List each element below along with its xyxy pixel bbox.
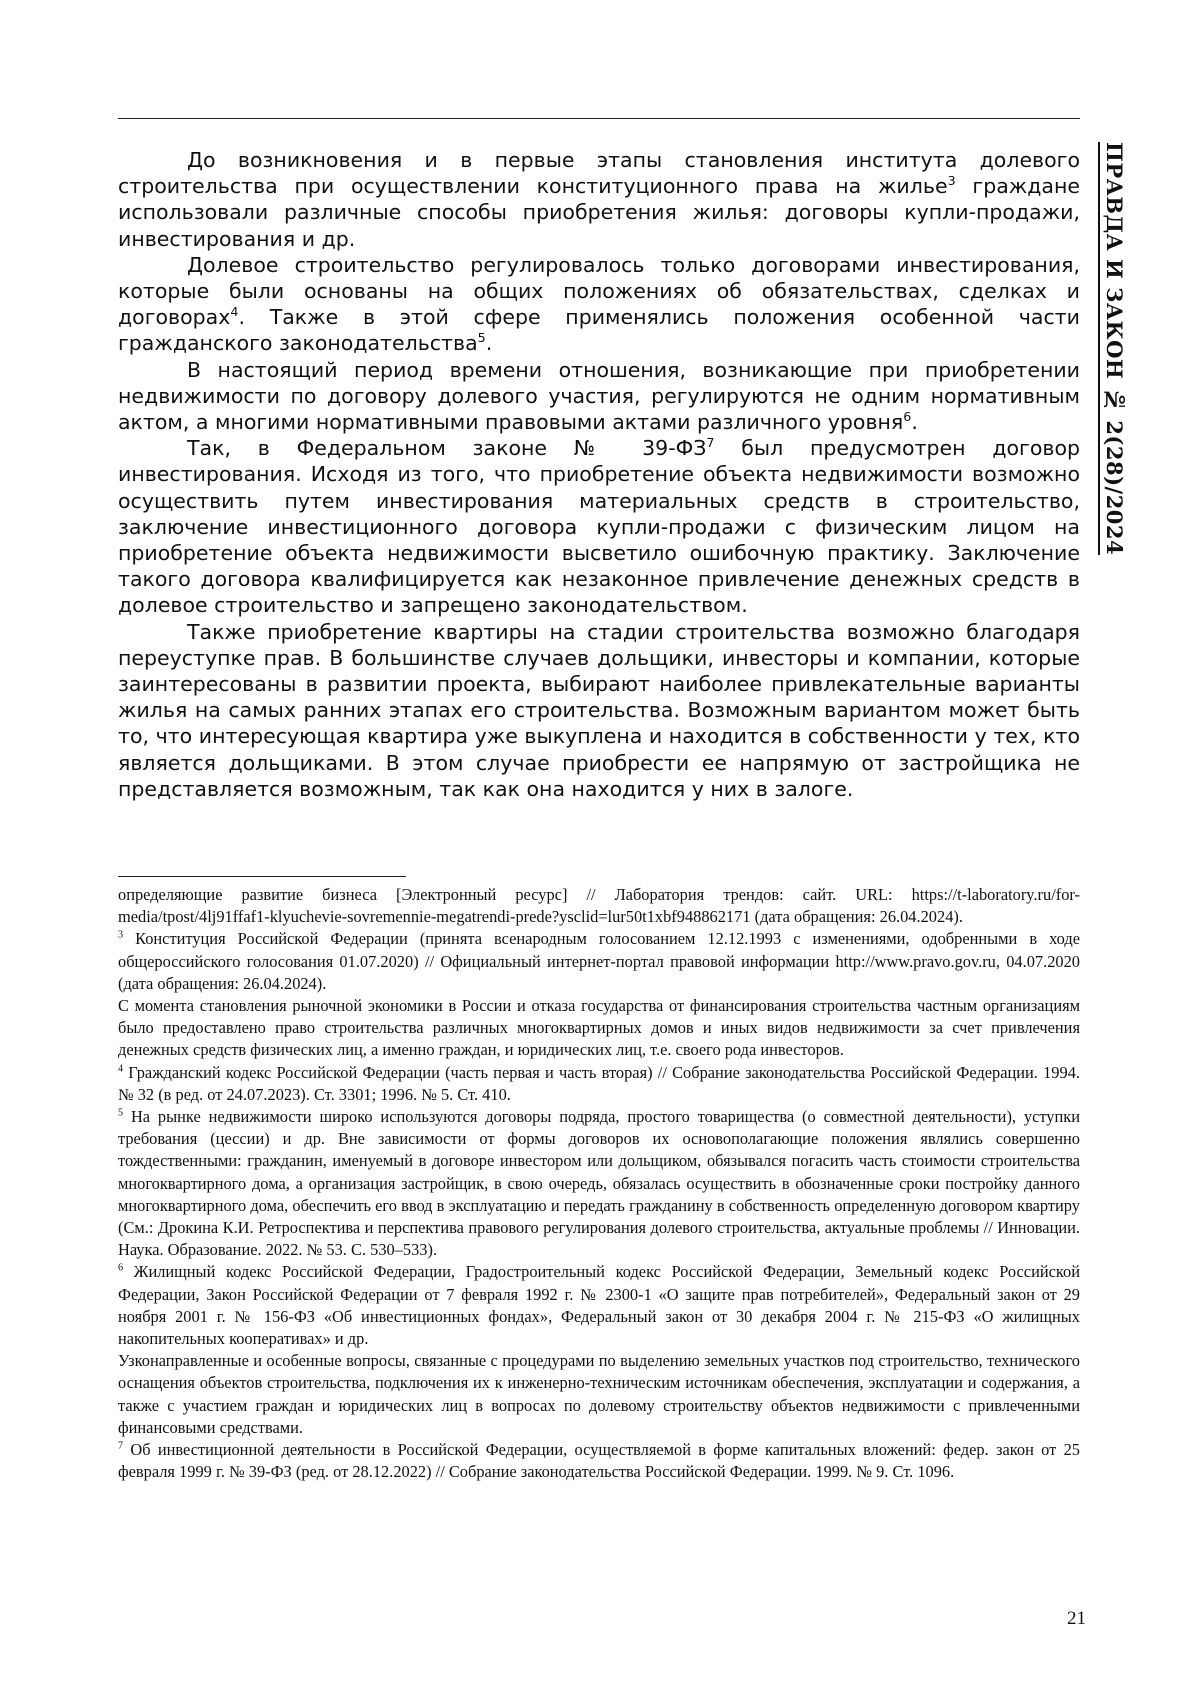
footnote-continuation: определяющие развитие бизнеса [Электронный ресурс] // Лаборатория трендов: сайт. URL: https://t-laboratory.ru/for-media/tpost/4lj91ffaf1-klyuchevie-sovremennie-megatrendi-prede?ysclid=lur50t1xbf948862171 (дата обращения: 26.04.2024). xyxy=(118,885,1080,927)
footnote: Узконаправленные и особенные вопросы, связанные с процедурами по выделению земельных участков под строительство, технического оснащения объектов строительства, подключения их к инженерно-техническим источникам обеспечения, эксплуатации и содержания, а также с участием граждан и юридических лиц в вопросах по долевому строительству объектов недвижимости с привлеченными финансовыми средствами. xyxy=(118,1351,1080,1437)
footnote-mark: 5 xyxy=(118,1107,124,1119)
footnote-ref[interactable]: 3 xyxy=(947,173,956,189)
footnote: $^5$ На рынке недвижимости широко используются договоры подряда, простого товарищества (о совместной деятельности), уступки требования (цессии) и др. Вне зависимости от формы договоров их основополагающие положения являлись совершенно тождественными: гражданин, именуемый в договоре инвестором или дольщиком, обязывался погасить часть стоимости строительства многоквартирного дома, а организация застройщик, в свою очередь, обязалась осуществить в обозначенные сроки постройку данного многоквартирного дома, обеспечить его ввод в эксплуатацию и передать гражданину в собственность определенную договором квартиру (См.: Дрокина К.И. Ретроспектива и перспектива правового регулирования долевого строительства, актуальные проблемы // Инновации. Наука. Образование. 2022. № 53. С. 530–533). xyxy=(118,1107,1080,1260)
footnote: $^6$ Жилищный кодекс Российской Федерации, Градостроительный кодекс Российской Федерации, Земельный кодекс Российской Федерации, Закон Российской Федерации от 7 февраля 1992 г. № 2300-1 «О защите прав потребителей», Федеральный закон от 29 ноября 2001 г. № 156-ФЗ «Об инвестиционных фондах», Федеральный закон от 30 декабря 2004 г. № 215-ФЗ «О жилищных накопительных кооперативах» и др. xyxy=(118,1262,1080,1349)
footnote-mark: 4 xyxy=(118,1063,124,1075)
footnote-ref[interactable]: 7 xyxy=(706,435,715,451)
footnote-ref[interactable]: 6 xyxy=(903,409,912,425)
body-paragraph: Также приобретение квартиры на стадии строительства возможно благодаря переуступке прав. В большинстве случаев дольщики, инвесторы и компании, которые заинтересованы в развитии проекта, выбирают наиболее привлекательные варианты жилья на самых ранних этапах его строительства. Возможным вариантом может быть то, что интересующая квартира уже выкуплена и находится в собственности у тех, кто является дольщиками. В этом случае приобрести ее напрямую от застройщика не представляется возможным, так как она находится у них в залоге. xyxy=(118,619,1080,801)
body-paragraph: До возникновения и в первые этапы становления института долевого строительства при осуществлении конституционного права на жилье$^3$ граждане использовали различные способы приобретения жилья: договоры купли-продажи, инвестирования и др. xyxy=(118,148,1080,251)
footnote: $^7$ Об инвестиционной деятельности в Российской Федерации, осуществляемой в форме капитальных вложений: федер. закон от 25 февраля 1999 г. № 39-ФЗ (ред. от 28.12.2022) // Собрание законодательства Российской Федерации. 1999. № 9. Ст. 1096. xyxy=(118,1440,1080,1482)
footnote: $^3$ Конституция Российской Федерации (принята всенародным голосованием 12.12.1993 с изменениями, одобренными в ходе общероссийского голосования 01.07.2020) // Официальный интернет-портал правовой информации http://www.pravo.gov.ru, 04.07.2020 (дата обращения: 26.04.2024). xyxy=(118,929,1080,993)
footnote-ref[interactable]: 4 xyxy=(230,304,239,320)
footnote: С момента становления рыночной экономики в России и отказа государства от финансирования строительства частным организациям было предоставлено право строительства различных многоквартирных домов и иных видов недвижимости за счет привлечения денежных средств физических лиц, а именно граждан, и юридических лиц, т.е. своего рода инвесторов. xyxy=(118,996,1080,1060)
footnote-separator xyxy=(118,876,406,877)
footnote-ref[interactable]: 5 xyxy=(477,330,486,346)
footnote-mark: 7 xyxy=(118,1440,124,1452)
header-rule xyxy=(118,118,1080,119)
footnotes xyxy=(118,884,1080,1483)
journal-title: ПРАВДА И ЗАКОН № 2(28)/2024 xyxy=(1098,142,1127,555)
footnote-mark: 6 xyxy=(118,1262,124,1274)
page-number: 21 xyxy=(1067,1608,1086,1629)
body-paragraph: Так, в Федеральном законе № $39-ФЗ^7$ был предусмотрен договор инвестирования. Исходя из того, что приобретение объекта недвижимости возможно осуществить путем инвестирования материальных средств в строительство, заключение инвестиционного договора купли-продажи с физическим лицом на приобретение объекта недвижимости высветило ошибочную практику. Заключение такого договора квалифицируется как незаконное привлечение денежных средств в долевое строительство и запрещено законодательством. xyxy=(118,435,1080,618)
body-paragraph: Долевое строительство регулировалось только договорами инвестирования, которые были основаны на общих положениях об обязательствах, сделках и договорах$^4$. Также в этой сфере применялись положения особенной части гражданского законодательства$^5$. xyxy=(118,252,1080,356)
footnote-mark: 3 xyxy=(118,929,124,941)
main-text xyxy=(118,147,1080,802)
body-paragraph: В настоящий период времени отношения, возникающие при приобретении недвижимости по договору долевого участия, регулируются не одним нормативным актом, а многими нормативными правовыми актами различного уровня$^6$. xyxy=(118,357,1080,435)
footnote: $^4$ Гражданский кодекс Российской Федерации (часть первая и часть вторая) // Собрание законодательства Российской Федерации. 1994. № 32 (в ред. от 24.07.2023). Ст. 3301; 1996. № 5. Ст. 410. xyxy=(118,1062,1080,1104)
